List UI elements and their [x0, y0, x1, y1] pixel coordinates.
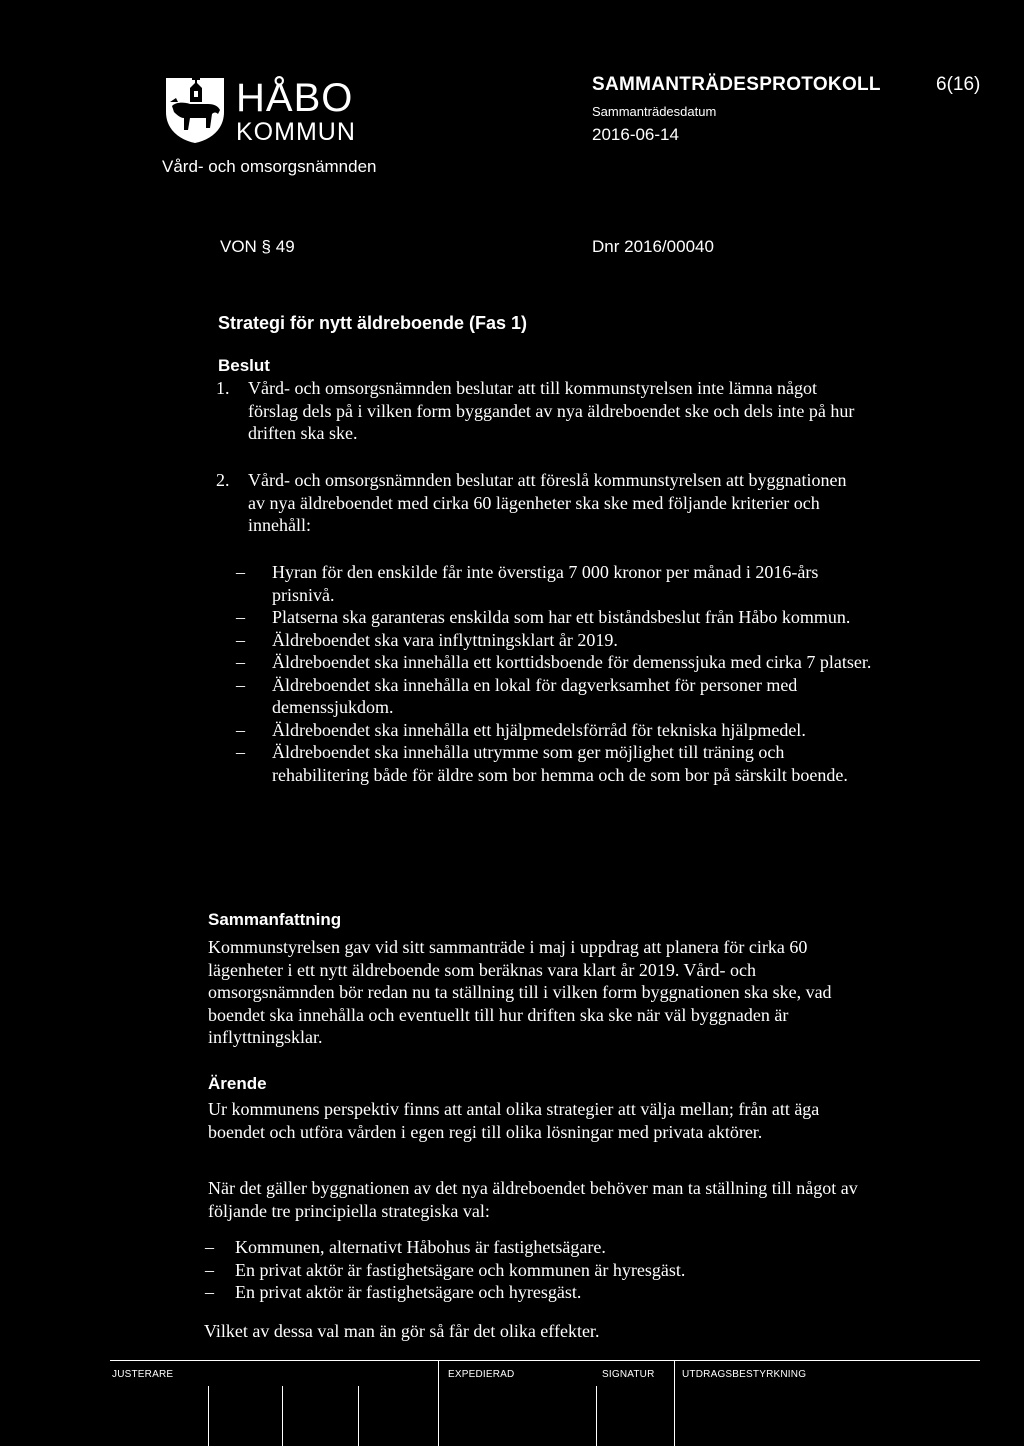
signature-line [674, 1361, 675, 1446]
signature-line [282, 1386, 283, 1446]
matter-paragraph: När det gäller byggnationen av det nya äldreboendet behöver man ta ställning till något av följande tre principiella strategiska val: [208, 1178, 858, 1221]
list-item: – Äldreboendet ska innehålla ett hjälpmedelsförråd för tekniska hjälpmedel. [236, 719, 806, 740]
signature-line [358, 1386, 359, 1446]
list-item: – En privat aktör är fastighetsägare och hyresgäst. [205, 1282, 582, 1302]
list-item: – Äldreboendet ska innehålla ett korttidsboende för demenssjuka med cirka 7 platser. [236, 652, 872, 672]
board-name: Vård- och omsorgsnämnden [162, 157, 377, 176]
summary-text: Kommunstyrelsen gav vid sitt sammanträde i maj i uppdrag att planera för cirka 60 lägenheter i ett nytt äldreboende som beräknas vara klart år 2019. Vård- och omsorgsnämnden bör redan nu ta ställning till i vilken form byggnationen ska ske, vad boendet ska innehålla och eventuellt till hur driften ska ske när väl byggnaden är inflyttningsklar. [208, 937, 832, 1047]
expedierad-label: EXPEDIERAD [448, 1369, 515, 1380]
signature-line [208, 1386, 209, 1446]
justerare-label: JUSTERARE [112, 1369, 174, 1380]
page-title: Strategi för nytt äldreboende (Fas 1) [218, 313, 528, 333]
decision-item [216, 469, 856, 537]
signature-line [596, 1386, 597, 1446]
criterion-text: Äldreboendet ska vara inflyttningsklart år 2019. [272, 629, 618, 650]
choice-text: En privat aktör är fastighetsägare och kommunen är hyresgäst. [235, 1259, 686, 1280]
list-item: – Hyran för den enskilde får inte överstiga 7 000 kronor per månad i 2016-års prisnivå. [236, 562, 819, 605]
list-item: – Äldreboendet ska vara inflyttningsklart år 2019. [236, 629, 618, 650]
criterion-text: Äldreboendet ska innehålla ett korttidsboende för demenssjuka med cirka 7 platser. [272, 652, 872, 672]
choices-list [203, 1236, 853, 1304]
case-number: Dnr 2016/00040 [592, 237, 714, 256]
signatur-label: SIGNATUR [602, 1369, 655, 1380]
criteria-list [232, 561, 872, 786]
signature-table [110, 1360, 980, 1446]
list-item: – Äldreboendet ska innehålla en lokal för dagverksamhet för personer med demenssjukdom. [236, 674, 798, 717]
municipality-logo-icon [162, 72, 228, 144]
choice-text: Kommunen, alternativt Håbohus är fastighetsägare. [235, 1237, 606, 1257]
meeting-date: 2016-06-14 [592, 125, 679, 144]
section-id: VON § 49 [220, 237, 295, 256]
criterion-text: Platserna ska garanteras enskilda som har ett biståndsbeslut från Håbo kommun. [272, 607, 851, 627]
protocol-title: SAMMANTRÄDESPROTOKOLL [592, 74, 881, 95]
criterion-text: Äldreboendet ska innehålla utrymme som ger möjlighet till träning och rehabilitering både för äldre som bor hemma och de som bor på särskilt boende. [272, 742, 848, 785]
choice-text: En privat aktör är fastighetsägare och hyresgäst. [235, 1282, 582, 1302]
criterion-text: Hyran för den enskilde får inte överstiga 7 000 kronor per månad i 2016-års prisnivå. [272, 562, 819, 605]
utdrag-label: UTDRAGSBESTYRKNING [682, 1369, 807, 1380]
matter-paragraph: Ur kommunens perspektiv finns att antal olika strategier att välja mellan; från att äga boendet och utföra vården i egen regi till olika lösningar med privata aktörer. [208, 1099, 820, 1142]
summary-heading: Sammanfattning [208, 910, 342, 929]
municipality-name: HÅBO [236, 76, 354, 120]
list-item: – Äldreboendet ska innehålla utrymme som ger möjlighet till träning och rehabilitering både för äldre som bor hemma och de som bor på särskilt boende. [236, 742, 848, 785]
criterion-text: Äldreboendet ska innehålla ett hjälpmedelsförråd för tekniska hjälpmedel. [272, 719, 806, 740]
page-number: 6(16) [936, 74, 981, 95]
decision-item [216, 377, 856, 445]
decision-item-number: 1. [216, 378, 230, 398]
list-item: – En privat aktör är fastighetsägare och kommunen är hyresgäst. [205, 1259, 686, 1280]
signature-line [438, 1361, 439, 1446]
criterion-text: Äldreboendet ska innehålla en lokal för dagverksamhet för personer med demenssjukdom. [272, 674, 798, 717]
decision-item-number: 2. [216, 470, 230, 490]
list-item: – Platserna ska garanteras enskilda som har ett biståndsbeslut från Håbo kommun. [236, 607, 851, 627]
municipality-subtitle: KOMMUN [236, 118, 356, 146]
closing-paragraph: Vilket av dessa val man än gör så får det olika effekter. [204, 1321, 600, 1341]
decision-heading: Beslut [218, 356, 270, 375]
matter-heading: Ärende [208, 1074, 267, 1093]
decision-item-text: Vård- och omsorgsnämnden beslutar att till kommunstyrelsen inte lämna något förslag dels på i vilken form byggandet av nya äldreboendet ske och dels inte på hur driften ska ske. [248, 378, 855, 443]
decision-item-text: Vård- och omsorgsnämnden beslutar att föreslå kommunstyrelsen att byggnationen av nya äldreboendet med cirka 60 lägenheter ska ske med följande kriterier och innehåll: [248, 470, 847, 535]
list-item: – Kommunen, alternativt Håbohus är fastighetsägare. [205, 1237, 606, 1257]
divider [110, 1360, 980, 1361]
date-label: Sammanträdesdatum [592, 104, 717, 119]
